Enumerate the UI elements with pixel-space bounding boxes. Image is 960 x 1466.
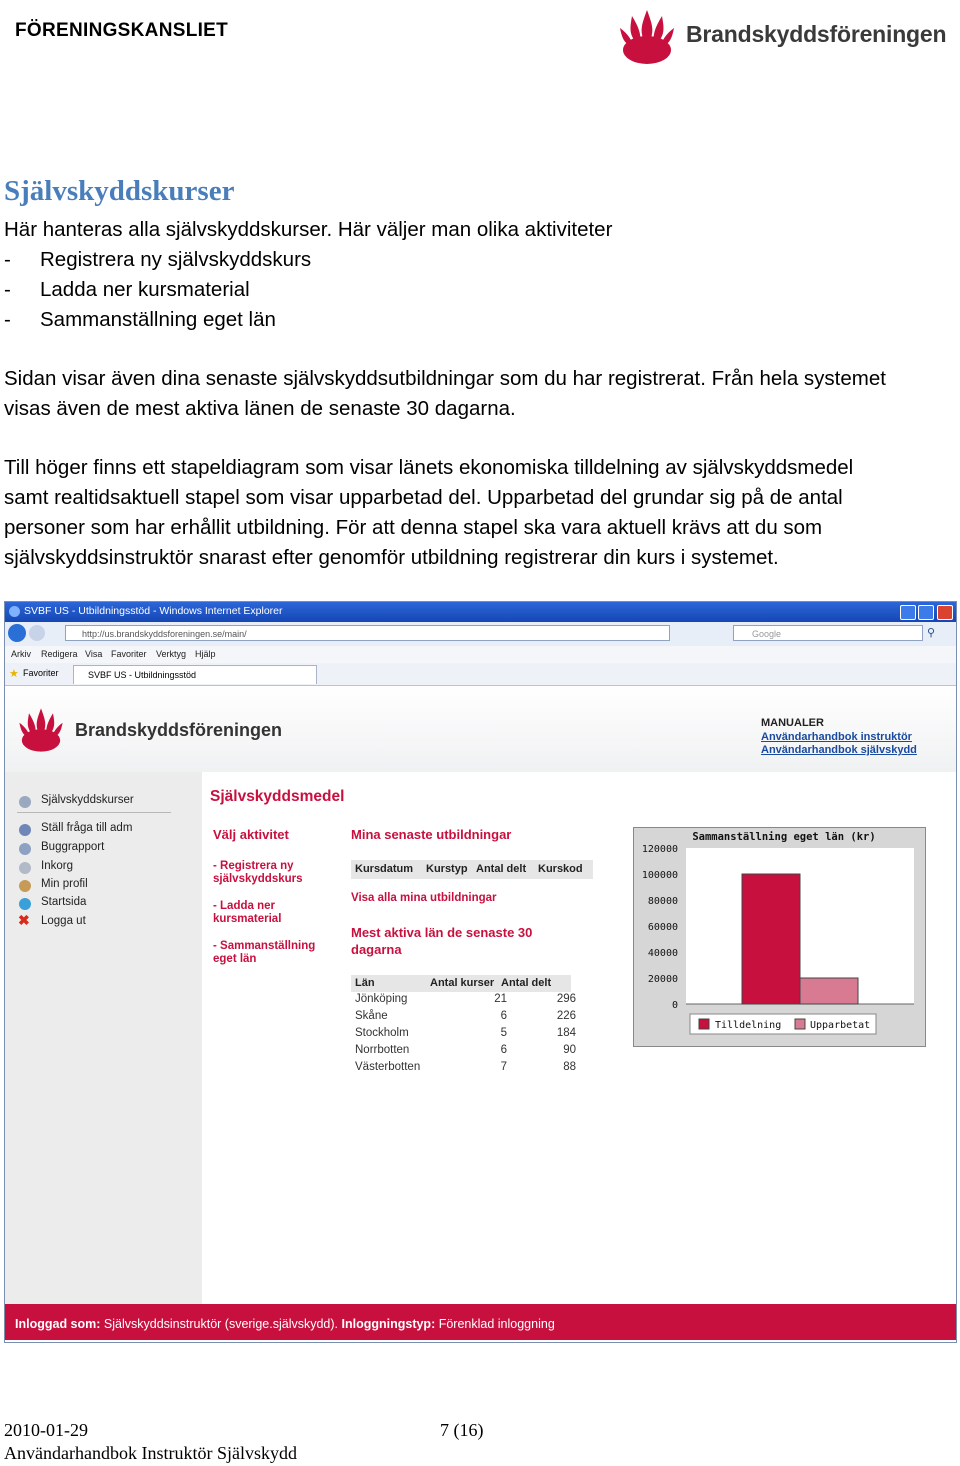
bullet-dash: -: [4, 278, 11, 301]
bullet-dash: -: [4, 248, 11, 271]
forward-icon[interactable]: [29, 625, 45, 641]
login-info: [15, 1317, 555, 1331]
app-brand-name: Brandskyddsföreningen: [75, 720, 283, 740]
manual-link[interactable]: Användarhandbok instruktör: [761, 731, 912, 743]
login-label: Inloggad som:: [15, 1317, 101, 1331]
sidebar-item-ställ-fråga[interactable]: Ställ fråga till adm: [41, 822, 133, 834]
y-tick-label: 80000: [647, 896, 678, 907]
user-icon: [19, 880, 31, 892]
chart-title: Sammanställning eget län (kr): [692, 831, 876, 843]
search-input[interactable]: Google: [733, 625, 923, 641]
activity-link-download[interactable]: [213, 900, 281, 926]
paragraph-line: Sidan visar även dina senaste självskyddsutbildningar som du har registrerat. Från hela systemet: [4, 367, 886, 390]
bar-chart: [634, 828, 925, 1046]
page-title: Självskyddsmedel: [210, 788, 345, 805]
menu-item[interactable]: Verktyg: [156, 649, 187, 659]
browser-window: [4, 601, 957, 1343]
question-icon: [19, 824, 31, 836]
legend-swatch: [795, 1019, 805, 1029]
address-input[interactable]: http://us.brandskyddsforeningen.se/main/: [65, 625, 670, 641]
menu-bar: [5, 646, 956, 664]
table-cell: Norrbotten: [355, 1044, 410, 1056]
legend-label: Tilldelning: [715, 1020, 782, 1031]
table-cell: Västerbotten: [355, 1061, 421, 1073]
app-header: [5, 686, 956, 772]
bullet-item: Ladda ner kursmaterial: [40, 278, 250, 301]
paragraph-line: visas även de mest aktiva länen de senaste 30 dagarna.: [4, 397, 516, 420]
menu-item[interactable]: Visa: [85, 649, 103, 659]
sidebar-item-självskyddskurser[interactable]: Självskyddskurser: [41, 794, 134, 806]
column-header: Kurstyp: [426, 863, 468, 875]
window-titlebar: [5, 602, 956, 622]
back-icon[interactable]: [8, 624, 26, 642]
legend-swatch: [699, 1019, 709, 1029]
table-cell: 21: [494, 993, 507, 1005]
bar-upparbetat: [800, 978, 858, 1004]
link-line: - Sammanställning: [213, 940, 316, 952]
table-cell: Skåne: [355, 1010, 388, 1022]
paragraph-line: samt realtidsaktuell stapel som visar upparbetad del. Upparbetad del grundar sig på de antal: [4, 486, 843, 509]
link-line: kursmaterial: [213, 913, 282, 925]
table-cell: 6: [500, 1044, 507, 1056]
y-tick-label: 120000: [641, 844, 678, 855]
link-line: självskyddskurs: [213, 873, 303, 885]
chart-panel: [633, 827, 926, 1047]
sidebar-item-logga-ut[interactable]: Logga ut: [41, 915, 86, 927]
intro-text: Här hanteras alla självskyddskurser. Här väljer man olika aktiviteter: [4, 218, 613, 241]
paragraph-line: Till höger finns ett stapeldiagram som visar länets ekonomiska tilldelning av självskyddsmedel: [4, 456, 854, 479]
bar-tilldelning: [742, 874, 800, 1004]
login-type-label: Inloggningstyp:: [341, 1317, 436, 1331]
minimize-button[interactable]: [900, 605, 916, 620]
table-cell: 88: [563, 1061, 576, 1073]
sidebar-item-inkorg[interactable]: Inkorg: [41, 860, 73, 872]
section-title: Självskyddskurser: [4, 175, 235, 207]
logout-icon: ✖: [18, 912, 30, 928]
sidebar: [5, 772, 202, 1304]
heading-line: Mest aktiva län de senaste 30: [351, 925, 533, 940]
recent-table-header: [351, 860, 593, 879]
address-toolbar: [5, 622, 956, 647]
flame-logo-icon: [13, 702, 69, 758]
active-table-header: [351, 975, 571, 992]
close-button[interactable]: [937, 605, 953, 620]
column-header: Antal delt: [476, 863, 527, 875]
table-cell: Jönköping: [355, 993, 408, 1005]
window-title: SVBF US - Utbildningsstöd - Windows Internet Explorer: [24, 605, 283, 617]
table-cell: 184: [556, 1027, 576, 1039]
column-header: Antal kurser: [430, 977, 495, 989]
column-header: Kurskod: [538, 863, 583, 875]
y-tick-label: 0: [671, 1000, 678, 1011]
status-footer: [5, 1304, 956, 1340]
table-cell: 226: [556, 1010, 576, 1022]
ie-icon: [9, 606, 20, 617]
menu-item[interactable]: Arkiv: [11, 649, 31, 659]
sidebar-item-startsida[interactable]: Startsida: [41, 896, 87, 908]
maximize-button[interactable]: [918, 605, 934, 620]
bullet-dash: -: [4, 308, 11, 331]
login-type-value: Förenklad inloggning: [438, 1317, 555, 1331]
bug-icon: [19, 843, 31, 855]
table-cell: 5: [500, 1027, 507, 1039]
document-header-title: FÖRENINGSKANSLIET: [15, 20, 229, 41]
sidebar-item-buggrapport[interactable]: Buggrapport: [41, 841, 105, 853]
footer-date: 2010-01-29: [4, 1420, 88, 1440]
heading-line: dagarna: [351, 942, 402, 957]
link-line: eget län: [213, 953, 257, 965]
paragraph-line: självskyddsinstruktör snarast efter genomför utbildning registrerar din kurs i systemet.: [4, 546, 779, 569]
y-tick-label: 40000: [647, 948, 678, 959]
column-header: Antal delt: [501, 977, 552, 989]
y-tick-label: 20000: [647, 974, 678, 985]
paragraph-line: personer som har erhållit utbildning. För att denna stapel ska vara aktuell krävs att du som: [4, 516, 823, 539]
inbox-icon: [19, 862, 31, 874]
course-icon: [19, 796, 31, 808]
manuals-heading: MANUALER: [761, 717, 824, 729]
menu-item[interactable]: Hjälp: [195, 649, 216, 659]
column-header: Län: [355, 977, 375, 989]
bullet-item: Sammanställning eget län: [40, 308, 276, 331]
globe-icon: [19, 898, 31, 910]
link-line: - Registrera ny: [213, 860, 294, 872]
recent-heading: Mina senaste utbildningar: [351, 827, 512, 842]
column-header: Kursdatum: [355, 863, 414, 875]
table-cell: Stockholm: [355, 1027, 409, 1039]
brand-name: Brandskyddsföreningen: [686, 21, 947, 47]
search-icon[interactable]: ⚲: [927, 627, 936, 639]
bullet-item: Registrera ny självskyddskurs: [40, 248, 312, 271]
login-value: Självskyddsinstruktör (sverige.självskydd).: [103, 1317, 339, 1331]
footer-document-name: Användarhandbok Instruktör Självskydd: [4, 1443, 297, 1463]
menu-item[interactable]: Redigera: [41, 649, 78, 659]
table-cell: 296: [556, 993, 576, 1005]
browser-tab[interactable]: [73, 665, 317, 684]
sidebar-item-min-profil[interactable]: Min profil: [41, 878, 88, 890]
flame-logo-icon: [612, 6, 682, 68]
activity-link-summary[interactable]: [213, 940, 315, 966]
favorites-bar: [5, 663, 956, 686]
table-cell: 90: [563, 1044, 576, 1056]
menu-item[interactable]: Favoriter: [111, 649, 147, 659]
activity-link-register[interactable]: [213, 860, 303, 886]
link-line: - Ladda ner: [213, 900, 275, 912]
table-cell: 6: [500, 1010, 507, 1022]
divider: [17, 812, 171, 813]
favorites-button[interactable]: Favoriter: [23, 668, 59, 678]
tab-label: SVBF US - Utbildningsstöd: [88, 670, 197, 680]
star-icon: ★: [9, 668, 19, 680]
show-all-link[interactable]: Visa alla mina utbildningar: [351, 892, 497, 904]
table-cell: 7: [500, 1061, 507, 1073]
y-tick-label: 60000: [647, 922, 678, 933]
y-tick-label: 100000: [641, 870, 678, 881]
manual-link[interactable]: Användarhandbok självskydd: [761, 744, 917, 756]
active-heading: [351, 924, 532, 958]
legend-label: Upparbetat: [810, 1020, 871, 1031]
activity-heading: Välj aktivitet: [213, 827, 289, 842]
footer-page-number: 7 (16): [440, 1420, 484, 1440]
